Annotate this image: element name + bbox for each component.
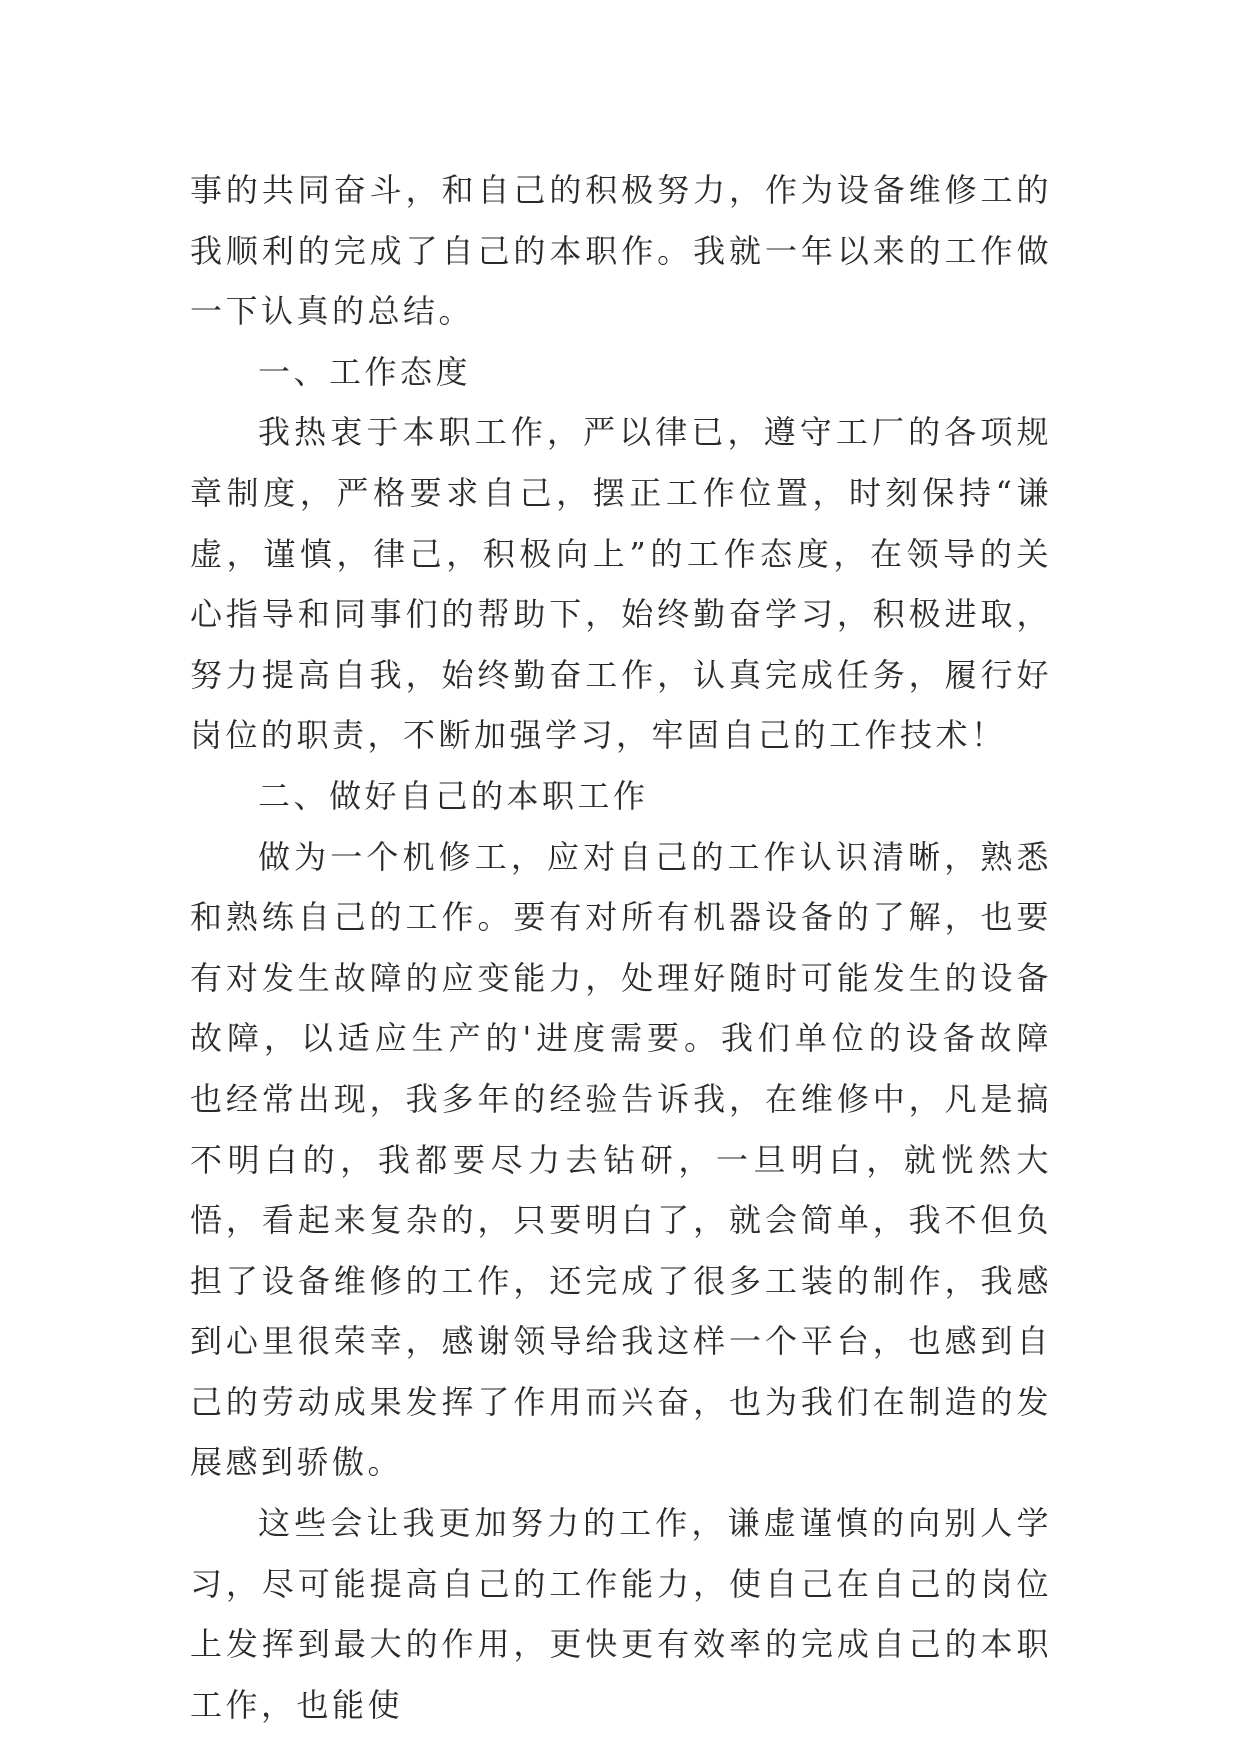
paragraph-work-attitude: 我热衷于本职工作，严以律已，遵守工厂的各项规章制度，严格要求自己，摆正工作位置，时刻保持“谦虚，谨慎，律己，积极向上”的工作态度，在领导的关心指导和同事们的帮助下，始终勤奋学习，积极进取，努力提高自我，始终勤奋工作，认真完成任务，履行好岗位的职责，不断加强学习，牢固自己的工作技术！ <box>190 413 1052 755</box>
paragraph-continuation: 事的共同奋斗，和自己的积极努力，作为设备维修工的我顺利的完成了自己的本职作。我就一年以来的工作做一下认真的总结。 <box>190 171 1052 331</box>
document-body <box>190 160 1052 1735</box>
paragraph-future-effort: 这些会让我更加努力的工作，谦虚谨慎的向别人学习，尽可能提高自己的工作能力，使自己在自己的岗位上发挥到最大的作用，更快更有效率的完成自己的本职工作，也能使 <box>190 1504 1052 1724</box>
section-heading-own-duties: 二、做好自己的本职工作 <box>258 776 649 815</box>
section-heading-work-attitude: 一、工作态度 <box>258 352 472 391</box>
paragraph-mechanic-duties: 做为一个机修工，应对自己的工作认识清晰，熟悉和熟练自己的工作。要有对所有机器设备的了解，也要有对发生故障的应变能力，处理好随时可能发生的设备故障，以适应生产的'进度需要。我们单位的设备故障也经常出现，我多年的经验告诉我，在维修中，凡是搞不明白的，我都要尽力去钻研，一旦明白，就恍然大悟，看起来复杂的，只要明白了，就会简单，我不但负担了设备维修的工作，还完成了很多工装的制作，我感到心里很荣幸，感谢领导给我这样一个平台，也感到自己的劳动成果发挥了作用而兴奋，也为我们在制造的发展感到骄傲。 <box>190 837 1052 1482</box>
